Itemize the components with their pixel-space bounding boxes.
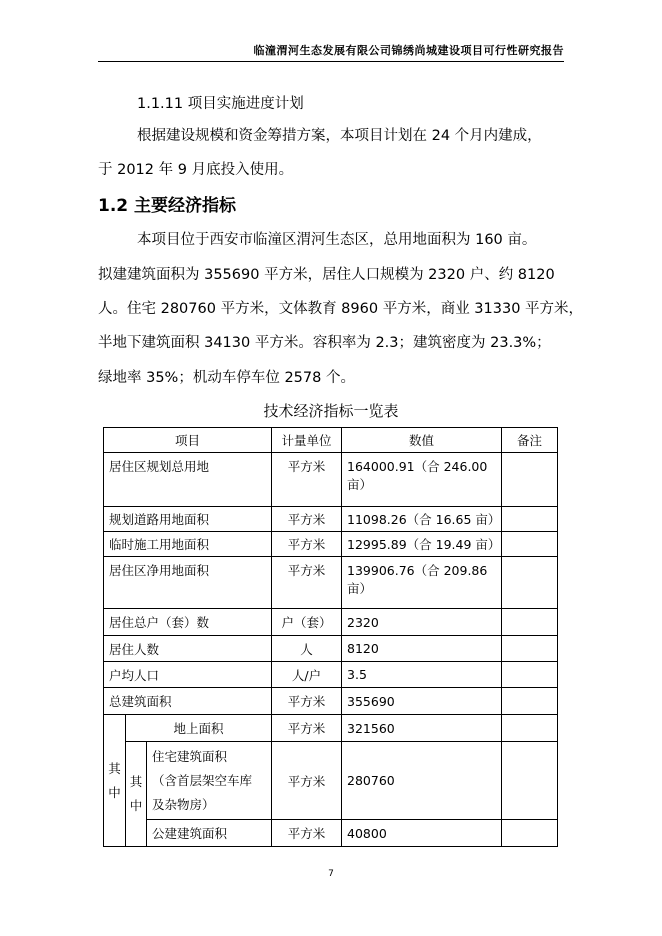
table-subrow (104, 820, 558, 847)
table-caption: 技术经济指标一览表 (263, 402, 399, 420)
row-value: 8120 (342, 636, 502, 662)
row-remark (502, 715, 558, 742)
table-row (104, 507, 558, 532)
paragraph-line: 根据建设规模和资金筹措方案，本项目计划在 24 个月内建成， (137, 128, 542, 144)
economic-indicators-table (103, 427, 558, 847)
row-value: 11098.26（合 16.65 亩） (342, 507, 502, 532)
row-unit: 平方米 (272, 820, 342, 847)
table-subrow (104, 742, 558, 820)
row-unit: 平方米 (272, 688, 342, 715)
row-value: 321560 (342, 715, 502, 742)
group-label-inner: 其 中 (126, 742, 147, 847)
paragraph-line: 于 2012 年 9 月底投入使用。 (98, 162, 294, 178)
row-unit: 人/户 (272, 662, 342, 688)
row-item: 户均人口 (104, 662, 272, 688)
row-item: 公建建筑面积 (147, 820, 272, 847)
row-unit: 平方米 (272, 742, 342, 820)
running-header: 临潼渭河生态发展有限公司锦绣尚城建设项目可行性研究报告 (253, 44, 564, 57)
table-subrow (104, 715, 558, 742)
row-unit: 平方米 (272, 557, 342, 609)
paragraph-line: 绿地率 35%；机动车停车位 2578 个。 (98, 370, 355, 386)
subsection-heading: 1.1.11 项目实施进度计划 (137, 96, 304, 112)
row-value: 139906.76（合 209.86 亩） (342, 557, 502, 609)
row-unit: 平方米 (272, 715, 342, 742)
row-value: 3.5 (342, 662, 502, 688)
group-label-outer: 其 中 (104, 715, 126, 847)
table-header-row (104, 428, 558, 453)
paragraph-line: 半地下建筑面积 34130 平方米。容积率为 2.3；建筑密度为 23.3%； (98, 335, 551, 351)
row-value: 164000.91（合 246.00 亩） (342, 453, 502, 507)
row-unit: 人 (272, 636, 342, 662)
row-item: 居住总户（套）数 (104, 609, 272, 636)
row-unit: 户（套） (272, 609, 342, 636)
row-remark (502, 662, 558, 688)
row-item: 规划道路用地面积 (104, 507, 272, 532)
row-value: 355690 (342, 688, 502, 715)
row-value: 2320 (342, 609, 502, 636)
row-remark (502, 532, 558, 557)
row-value: 40800 (342, 820, 502, 847)
row-remark (502, 820, 558, 847)
row-remark (502, 688, 558, 715)
row-item: 居住区净用地面积 (104, 557, 272, 609)
row-item: 地上面积 (126, 715, 272, 742)
page-number: 7 (328, 869, 334, 879)
header-remark: 备注 (502, 428, 558, 453)
table-row (104, 557, 558, 609)
table-row (104, 688, 558, 715)
row-remark (502, 742, 558, 820)
paragraph-line: 人。住宅 280760 平方米，文体教育 8960 平方米，商业 31330 平方米， (98, 301, 584, 317)
section-heading: 1.2 主要经济指标 (98, 196, 237, 216)
header-value: 数值 (342, 428, 502, 453)
row-unit: 平方米 (272, 507, 342, 532)
table-row (104, 453, 558, 507)
table-row (104, 636, 558, 662)
row-unit: 平方米 (272, 532, 342, 557)
table-row (104, 532, 558, 557)
row-item: 临时施工用地面积 (104, 532, 272, 557)
table-row (104, 609, 558, 636)
row-remark (502, 453, 558, 507)
header-item: 项目 (104, 428, 272, 453)
row-item: 居住人数 (104, 636, 272, 662)
header-rule (98, 61, 564, 62)
row-value: 12995.89（合 19.49 亩） (342, 532, 502, 557)
row-item: 总建筑面积 (104, 688, 272, 715)
row-remark (502, 609, 558, 636)
row-remark (502, 507, 558, 532)
row-item: 居住区规划总用地 (104, 453, 272, 507)
row-unit: 平方米 (272, 453, 342, 507)
row-remark (502, 636, 558, 662)
paragraph-line: 本项目位于西安市临潼区渭河生态区，总用地面积为 160 亩。 (137, 232, 537, 248)
row-remark (502, 557, 558, 609)
table-row (104, 662, 558, 688)
paragraph-line: 拟建建筑面积为 355690 平方米，居住人口规模为 2320 户、约 8120 (98, 267, 555, 283)
row-value: 280760 (342, 742, 502, 820)
header-unit: 计量单位 (272, 428, 342, 453)
row-item-multiline: 住宅建筑面积 （含首层架空车库 及杂物房） (147, 742, 272, 820)
